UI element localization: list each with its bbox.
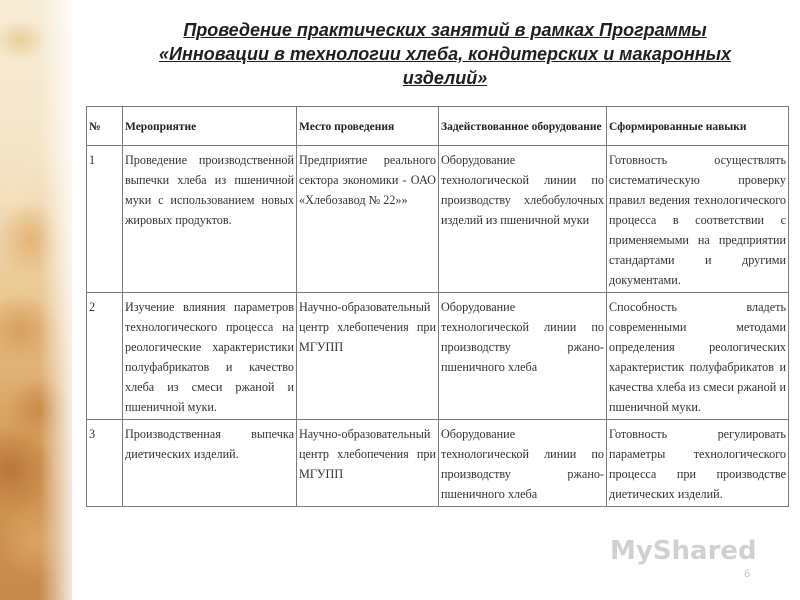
title-line-1: Проведение практических занятий в рамках Программы xyxy=(183,20,707,40)
cell-skills: Готовность осуществлять систематическую проверку правил ведения технологического процесса в соответствии с применяемыми на предприятии стандартами и другими документами. xyxy=(607,146,789,293)
cell-place: Предприятие реального сектора экономики - ОАО «Хлебозавод № 22»» xyxy=(297,146,439,293)
table-row xyxy=(87,146,789,293)
slide-number: 6 xyxy=(744,568,751,580)
cell-equipment: Оборудование технологической линии по производству ржано-пшеничного хлеба xyxy=(439,420,607,507)
cell-skills: Готовность регулировать параметры технологического процесса при производстве диетических изделий. xyxy=(607,420,789,507)
cell-place: Научно-образовательный центр хлебопечения при МГУПП xyxy=(297,420,439,507)
title-line-2: «Инновации в технологии хлеба, кондитерских и макаронных xyxy=(159,44,731,64)
header-place: Место проведения xyxy=(297,107,439,146)
bread-photo-fade xyxy=(40,0,80,600)
cell-place: Научно-образовательный центр хлебопечения при МГУПП xyxy=(297,293,439,420)
table-header-row xyxy=(87,107,789,146)
cell-equipment: Оборудование технологической линии по производству хлебобулочных изделий из пшеничной муки xyxy=(439,146,607,293)
header-equipment: Задействованное оборудование xyxy=(439,107,607,146)
header-skills: Сформированные навыки xyxy=(607,107,789,146)
cell-event: Проведение производственной выпечки хлеба из пшеничной муки с использованием новых жировых продуктов. xyxy=(123,146,297,293)
program-table xyxy=(86,106,789,507)
cell-number: 3 xyxy=(87,420,123,507)
title-line-3: изделий» xyxy=(402,68,488,88)
cell-event: Производственная выпечка диетических изделий. xyxy=(123,420,297,507)
table-row xyxy=(87,420,789,507)
cell-number: 2 xyxy=(87,293,123,420)
header-number: № xyxy=(87,107,123,146)
watermark-logo: MyShared xyxy=(610,536,757,566)
slide-title xyxy=(100,18,790,90)
cell-event: Изучение влияния параметров технологического процесса на реологические характеристики полуфабрикатов и качество хлеба из смеси ржаной и пшеничной муки. xyxy=(123,293,297,420)
header-event: Мероприятие xyxy=(123,107,297,146)
cell-equipment: Оборудование технологической линии по производству ржано-пшеничного хлеба xyxy=(439,293,607,420)
cell-skills: Способность владеть современными методами определения реологических характеристик полуфабрикатов и качества хлеба из смеси ржаной и пшеничной муки. xyxy=(607,293,789,420)
cell-number: 1 xyxy=(87,146,123,293)
table-row xyxy=(87,293,789,420)
